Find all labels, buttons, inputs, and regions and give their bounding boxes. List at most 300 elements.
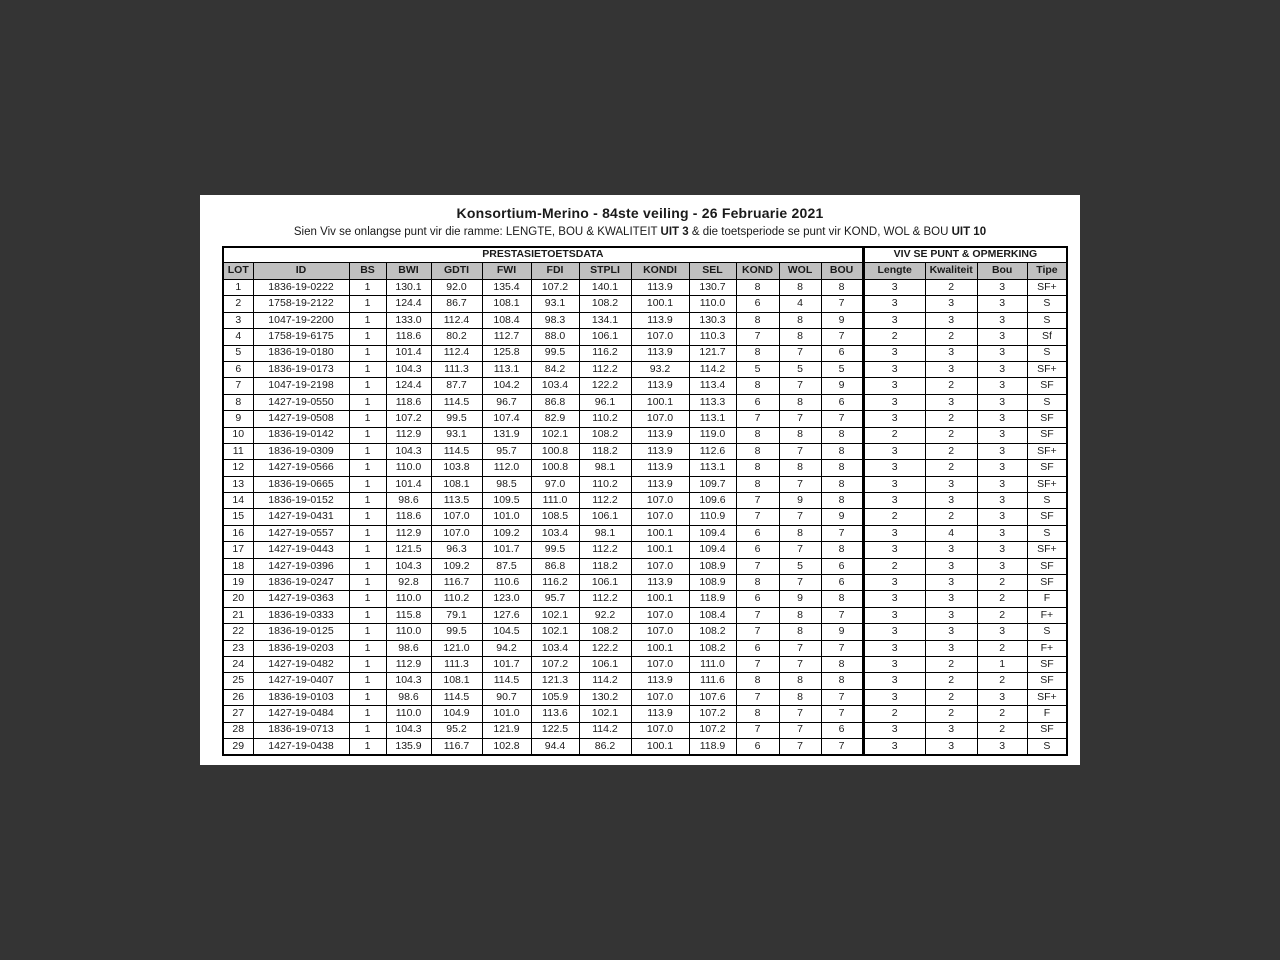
cell-id: 1836-19-0142 [253, 427, 349, 443]
cell-id: 1758-19-6175 [253, 329, 349, 345]
cell-fwi: 98.5 [482, 476, 531, 492]
cell-stpli: 112.2 [579, 493, 631, 509]
table-row [223, 738, 1067, 755]
cell-fwi: 104.5 [482, 624, 531, 640]
cell-gdti: 109.2 [431, 558, 482, 574]
cell-lengte: 2 [863, 558, 925, 574]
cell-lot: 5 [223, 345, 253, 361]
cell-fdi: 86.8 [531, 394, 579, 410]
cell-lot: 16 [223, 525, 253, 541]
cell-kondi: 100.1 [631, 640, 689, 656]
cell-gdti: 110.2 [431, 591, 482, 607]
cell-stpli: 98.1 [579, 525, 631, 541]
cell-gdti: 95.2 [431, 722, 482, 738]
cell-fdi: 98.3 [531, 312, 579, 328]
cell-bou: 7 [821, 329, 863, 345]
cell-wol: 8 [779, 624, 821, 640]
cell-lot: 10 [223, 427, 253, 443]
cell-gdti: 114.5 [431, 394, 482, 410]
cell-bwi: 121.5 [386, 542, 431, 558]
cell-bou: 3 [977, 460, 1027, 476]
cell-kondi: 113.9 [631, 443, 689, 459]
cell-tipe: F+ [1027, 640, 1067, 656]
cell-kond: 7 [736, 493, 779, 509]
cell-id: 1427-19-0363 [253, 591, 349, 607]
cell-tipe: SF+ [1027, 689, 1067, 705]
cell-kond: 8 [736, 280, 779, 296]
cell-tipe: SF [1027, 656, 1067, 672]
cell-wol: 7 [779, 640, 821, 656]
cell-gdti: 108.1 [431, 673, 482, 689]
cell-kwaliteit: 2 [925, 509, 977, 525]
cell-fdi: 103.4 [531, 525, 579, 541]
cell-lot: 15 [223, 509, 253, 525]
cell-lengte: 2 [863, 706, 925, 722]
cell-tipe: SF+ [1027, 542, 1067, 558]
cell-fdi: 102.1 [531, 427, 579, 443]
cell-stpli: 112.2 [579, 591, 631, 607]
table-row [223, 329, 1067, 345]
cell-bou: 2 [977, 575, 1027, 591]
cell-id: 1836-19-0180 [253, 345, 349, 361]
cell-id: 1047-19-2200 [253, 312, 349, 328]
cell-fwi: 123.0 [482, 591, 531, 607]
cell-bou: 3 [977, 345, 1027, 361]
cell-lengte: 3 [863, 722, 925, 738]
cell-bou: 3 [977, 280, 1027, 296]
cell-tipe: SF [1027, 427, 1067, 443]
cell-lengte: 3 [863, 361, 925, 377]
cell-gdti: 112.4 [431, 345, 482, 361]
cell-bwi: 98.6 [386, 493, 431, 509]
cell-kond: 8 [736, 706, 779, 722]
cell-fdi: 99.5 [531, 345, 579, 361]
cell-lengte: 3 [863, 296, 925, 312]
cell-wol: 9 [779, 591, 821, 607]
cell-bs: 1 [349, 738, 386, 755]
cell-kond: 8 [736, 460, 779, 476]
cell-kondi: 113.9 [631, 706, 689, 722]
cell-kwaliteit: 3 [925, 558, 977, 574]
cell-bou: 3 [977, 312, 1027, 328]
cell-tipe: SF [1027, 509, 1067, 525]
cell-sel: 113.4 [689, 378, 736, 394]
cell-tipe: SF [1027, 673, 1067, 689]
cell-kwaliteit: 3 [925, 345, 977, 361]
subtitle-text: & die toetsperiode se punt vir KOND, WOL & BOU [688, 226, 952, 238]
cell-fwi: 110.6 [482, 575, 531, 591]
column-header-bs: BS [349, 263, 386, 280]
group-header-prestasietoetsdata: PRESTASIETOETSDATA [223, 247, 863, 263]
cell-bou: 3 [977, 542, 1027, 558]
table-row [223, 575, 1067, 591]
cell-id: 1427-19-0484 [253, 706, 349, 722]
cell-tipe: SF+ [1027, 361, 1067, 377]
cell-bs: 1 [349, 427, 386, 443]
subtitle-text: UIT 10 [951, 226, 987, 238]
cell-kondi: 113.9 [631, 673, 689, 689]
cell-sel: 113.1 [689, 460, 736, 476]
cell-stpli: 98.1 [579, 460, 631, 476]
cell-bou: 3 [977, 427, 1027, 443]
cell-kwaliteit: 2 [925, 673, 977, 689]
cell-fwi: 94.2 [482, 640, 531, 656]
cell-wol: 7 [779, 345, 821, 361]
cell-kwaliteit: 2 [925, 706, 977, 722]
cell-sel: 109.7 [689, 476, 736, 492]
cell-lengte: 3 [863, 394, 925, 410]
cell-kondi: 100.1 [631, 591, 689, 607]
cell-lengte: 3 [863, 607, 925, 623]
group-header-viv-se-punt: VIV SE PUNT & OPMERKING [863, 247, 1067, 263]
cell-bou: 8 [821, 460, 863, 476]
cell-bwi: 112.9 [386, 656, 431, 672]
cell-wol: 7 [779, 476, 821, 492]
cell-bwi: 110.0 [386, 460, 431, 476]
cell-wol: 8 [779, 525, 821, 541]
cell-wol: 8 [779, 280, 821, 296]
cell-sel: 109.4 [689, 525, 736, 541]
cell-gdti: 108.1 [431, 476, 482, 492]
cell-kwaliteit: 3 [925, 312, 977, 328]
cell-bs: 1 [349, 361, 386, 377]
cell-wol: 7 [779, 411, 821, 427]
cell-wol: 7 [779, 378, 821, 394]
cell-kwaliteit: 2 [925, 427, 977, 443]
table-row [223, 296, 1067, 312]
cell-wol: 5 [779, 361, 821, 377]
cell-bs: 1 [349, 673, 386, 689]
cell-kondi: 100.1 [631, 394, 689, 410]
cell-kondi: 113.9 [631, 476, 689, 492]
cell-fdi: 93.1 [531, 296, 579, 312]
cell-sel: 111.0 [689, 656, 736, 672]
cell-id: 1836-19-0152 [253, 493, 349, 509]
cell-stpli: 106.1 [579, 656, 631, 672]
cell-fdi: 84.2 [531, 361, 579, 377]
cell-tipe: SF [1027, 411, 1067, 427]
cell-id: 1047-19-2198 [253, 378, 349, 394]
cell-bwi: 118.6 [386, 329, 431, 345]
cell-fwi: 95.7 [482, 443, 531, 459]
cell-bs: 1 [349, 607, 386, 623]
cell-lengte: 2 [863, 509, 925, 525]
cell-id: 1836-19-0247 [253, 575, 349, 591]
cell-bou: 7 [821, 738, 863, 755]
cell-wol: 7 [779, 509, 821, 525]
cell-kondi: 107.0 [631, 509, 689, 525]
cell-id: 1427-19-0557 [253, 525, 349, 541]
cell-id: 1836-19-0125 [253, 624, 349, 640]
cell-bwi: 104.3 [386, 558, 431, 574]
cell-kondi: 107.0 [631, 493, 689, 509]
cell-sel: 113.3 [689, 394, 736, 410]
cell-id: 1836-19-0309 [253, 443, 349, 459]
cell-fwi: 108.1 [482, 296, 531, 312]
cell-stpli: 106.1 [579, 575, 631, 591]
cell-id: 1427-19-0482 [253, 656, 349, 672]
table-row [223, 673, 1067, 689]
cell-lengte: 3 [863, 624, 925, 640]
cell-bou: 3 [977, 411, 1027, 427]
cell-lengte: 3 [863, 411, 925, 427]
column-header-bou: BOU [821, 263, 863, 280]
cell-lot: 20 [223, 591, 253, 607]
cell-fwi: 135.4 [482, 280, 531, 296]
table-body [223, 280, 1067, 756]
table-row [223, 312, 1067, 328]
cell-kond: 7 [736, 558, 779, 574]
table-row [223, 656, 1067, 672]
cell-gdti: 86.7 [431, 296, 482, 312]
cell-bwi: 135.9 [386, 738, 431, 755]
cell-lot: 18 [223, 558, 253, 574]
group-header-row [223, 247, 1067, 263]
cell-stpli: 112.2 [579, 361, 631, 377]
cell-id: 1427-19-0508 [253, 411, 349, 427]
cell-lengte: 3 [863, 738, 925, 755]
cell-stpli: 114.2 [579, 673, 631, 689]
cell-bou: 2 [977, 722, 1027, 738]
cell-bs: 1 [349, 656, 386, 672]
cell-kwaliteit: 3 [925, 575, 977, 591]
cell-fwi: 90.7 [482, 689, 531, 705]
subtitle-text: Sien Viv se onlangse punt vir die ramme: LENGTE, BOU & KWALITEIT [293, 226, 661, 238]
cell-gdti: 92.0 [431, 280, 482, 296]
cell-bs: 1 [349, 345, 386, 361]
cell-bou: 3 [977, 493, 1027, 509]
cell-bwi: 124.4 [386, 378, 431, 394]
cell-sel: 110.3 [689, 329, 736, 345]
table-row [223, 345, 1067, 361]
cell-lengte: 3 [863, 656, 925, 672]
cell-bs: 1 [349, 689, 386, 705]
cell-bs: 1 [349, 525, 386, 541]
cell-sel: 108.9 [689, 575, 736, 591]
cell-lengte: 3 [863, 460, 925, 476]
cell-bou: 7 [821, 296, 863, 312]
table-row [223, 607, 1067, 623]
cell-gdti: 93.1 [431, 427, 482, 443]
cell-kwaliteit: 2 [925, 411, 977, 427]
cell-bou: 9 [821, 312, 863, 328]
cell-lengte: 3 [863, 689, 925, 705]
column-header-kond: KOND [736, 263, 779, 280]
cell-tipe: SF+ [1027, 476, 1067, 492]
cell-stpli: 116.2 [579, 345, 631, 361]
cell-kondi: 107.0 [631, 689, 689, 705]
column-header-id: ID [253, 263, 349, 280]
cell-id: 1836-19-0203 [253, 640, 349, 656]
column-header-lot: LOT [223, 263, 253, 280]
cell-fwi: 121.9 [482, 722, 531, 738]
cell-lot: 13 [223, 476, 253, 492]
cell-fdi: 122.5 [531, 722, 579, 738]
cell-kond: 6 [736, 640, 779, 656]
cell-tipe: S [1027, 624, 1067, 640]
cell-stpli: 130.2 [579, 689, 631, 705]
cell-gdti: 103.8 [431, 460, 482, 476]
cell-lot: 6 [223, 361, 253, 377]
cell-id: 1427-19-0396 [253, 558, 349, 574]
cell-gdti: 99.5 [431, 411, 482, 427]
cell-wol: 8 [779, 460, 821, 476]
cell-kwaliteit: 3 [925, 394, 977, 410]
cell-sel: 108.4 [689, 607, 736, 623]
cell-wol: 9 [779, 493, 821, 509]
column-header-lengte: Lengte [863, 263, 925, 280]
cell-kwaliteit: 3 [925, 361, 977, 377]
cell-lengte: 3 [863, 476, 925, 492]
cell-bou: 6 [821, 558, 863, 574]
cell-lengte: 3 [863, 673, 925, 689]
cell-bou: 8 [821, 476, 863, 492]
cell-id: 1836-19-0103 [253, 689, 349, 705]
cell-bs: 1 [349, 329, 386, 345]
cell-sel: 118.9 [689, 738, 736, 755]
cell-lengte: 3 [863, 280, 925, 296]
cell-lot: 29 [223, 738, 253, 755]
table-row [223, 624, 1067, 640]
table-row [223, 427, 1067, 443]
cell-kwaliteit: 3 [925, 738, 977, 755]
cell-bs: 1 [349, 493, 386, 509]
cell-fdi: 97.0 [531, 476, 579, 492]
cell-bou: 2 [977, 706, 1027, 722]
cell-kwaliteit: 3 [925, 722, 977, 738]
cell-lengte: 3 [863, 493, 925, 509]
cell-bs: 1 [349, 722, 386, 738]
cell-tipe: S [1027, 312, 1067, 328]
cell-bwi: 118.6 [386, 394, 431, 410]
cell-tipe: S [1027, 394, 1067, 410]
cell-bwi: 124.4 [386, 296, 431, 312]
cell-fdi: 103.4 [531, 640, 579, 656]
cell-sel: 130.3 [689, 312, 736, 328]
cell-kwaliteit: 2 [925, 329, 977, 345]
cell-bou: 7 [821, 640, 863, 656]
cell-wol: 7 [779, 443, 821, 459]
cell-lot: 7 [223, 378, 253, 394]
cell-bwi: 115.8 [386, 607, 431, 623]
cell-bwi: 104.3 [386, 361, 431, 377]
cell-bwi: 104.3 [386, 673, 431, 689]
cell-kond: 7 [736, 656, 779, 672]
cell-tipe: F [1027, 706, 1067, 722]
cell-kond: 7 [736, 509, 779, 525]
cell-wol: 8 [779, 607, 821, 623]
cell-kond: 8 [736, 378, 779, 394]
cell-id: 1836-19-0222 [253, 280, 349, 296]
cell-stpli: 108.2 [579, 427, 631, 443]
cell-bou: 6 [821, 722, 863, 738]
table-row [223, 361, 1067, 377]
cell-lengte: 2 [863, 329, 925, 345]
cell-kondi: 100.1 [631, 525, 689, 541]
cell-bwi: 112.9 [386, 525, 431, 541]
cell-lengte: 3 [863, 591, 925, 607]
cell-fdi: 102.1 [531, 624, 579, 640]
cell-wol: 8 [779, 689, 821, 705]
cell-bwi: 110.0 [386, 591, 431, 607]
cell-bou: 7 [821, 689, 863, 705]
table-row [223, 443, 1067, 459]
cell-fwi: 109.2 [482, 525, 531, 541]
cell-gdti: 79.1 [431, 607, 482, 623]
document-page [200, 195, 1080, 765]
cell-bs: 1 [349, 591, 386, 607]
cell-kondi: 113.9 [631, 427, 689, 443]
column-header-stpli: STPLI [579, 263, 631, 280]
cell-fdi: 100.8 [531, 460, 579, 476]
cell-kwaliteit: 2 [925, 460, 977, 476]
cell-gdti: 99.5 [431, 624, 482, 640]
cell-lot: 9 [223, 411, 253, 427]
cell-bou: 8 [821, 493, 863, 509]
cell-fdi: 108.5 [531, 509, 579, 525]
cell-bou: 8 [821, 542, 863, 558]
cell-bs: 1 [349, 443, 386, 459]
cell-id: 1427-19-0438 [253, 738, 349, 755]
cell-tipe: S [1027, 296, 1067, 312]
cell-wol: 7 [779, 722, 821, 738]
cell-gdti: 116.7 [431, 738, 482, 755]
cell-wol: 7 [779, 542, 821, 558]
cell-tipe: SF [1027, 378, 1067, 394]
cell-lengte: 3 [863, 312, 925, 328]
cell-fwi: 102.8 [482, 738, 531, 755]
cell-gdti: 116.7 [431, 575, 482, 591]
cell-bwi: 112.9 [386, 427, 431, 443]
cell-id: 1836-19-0665 [253, 476, 349, 492]
column-header-wol: WOL [779, 263, 821, 280]
cell-fdi: 105.9 [531, 689, 579, 705]
cell-wol: 8 [779, 427, 821, 443]
cell-stpli: 118.2 [579, 443, 631, 459]
cell-gdti: 111.3 [431, 361, 482, 377]
cell-fwi: 104.2 [482, 378, 531, 394]
column-header-sel: SEL [689, 263, 736, 280]
table-row [223, 476, 1067, 492]
cell-bou: 9 [821, 378, 863, 394]
document-title: Konsortium-Merino - 84ste veiling - 26 Februarie 2021 [456, 205, 824, 221]
cell-kond: 8 [736, 476, 779, 492]
cell-fdi: 95.7 [531, 591, 579, 607]
performance-table [222, 246, 1068, 756]
cell-tipe: SF [1027, 575, 1067, 591]
cell-bwi: 101.4 [386, 345, 431, 361]
cell-id: 1836-19-0713 [253, 722, 349, 738]
cell-fwi: 112.0 [482, 460, 531, 476]
cell-bs: 1 [349, 542, 386, 558]
cell-fwi: 108.4 [482, 312, 531, 328]
cell-sel: 108.2 [689, 640, 736, 656]
cell-lot: 25 [223, 673, 253, 689]
cell-kondi: 113.9 [631, 312, 689, 328]
cell-lot: 23 [223, 640, 253, 656]
table-row [223, 525, 1067, 541]
cell-fwi: 107.4 [482, 411, 531, 427]
cell-bs: 1 [349, 624, 386, 640]
table-row [223, 509, 1067, 525]
cell-kondi: 100.1 [631, 296, 689, 312]
cell-kond: 6 [736, 394, 779, 410]
cell-sel: 109.4 [689, 542, 736, 558]
cell-lot: 21 [223, 607, 253, 623]
cell-bou: 3 [977, 738, 1027, 755]
cell-fdi: 82.9 [531, 411, 579, 427]
table-row [223, 722, 1067, 738]
